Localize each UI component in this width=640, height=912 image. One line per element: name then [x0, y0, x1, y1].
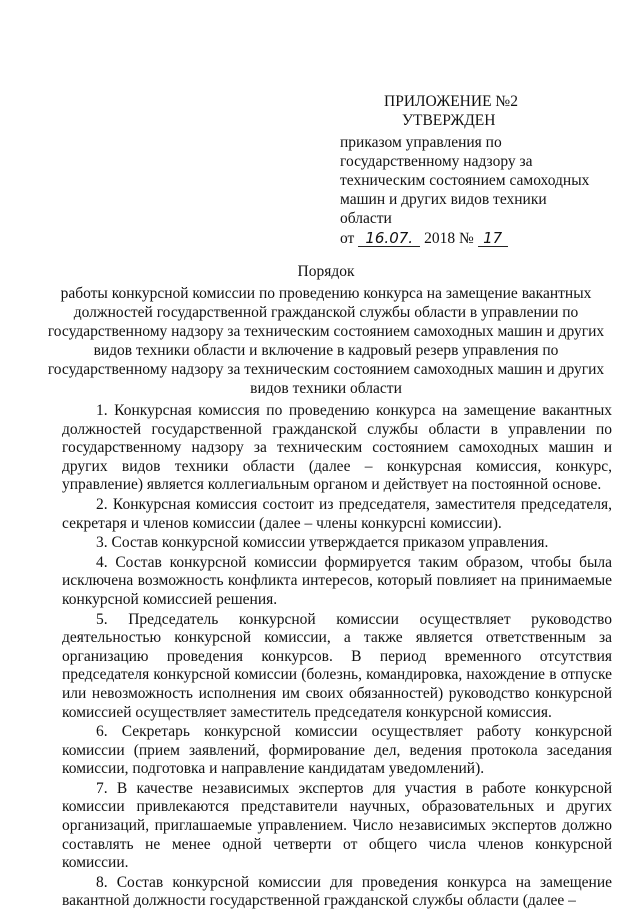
- approval-line: области: [340, 210, 392, 227]
- document-body: [62, 402, 612, 912]
- paragraph-4: 4. Состав конкурсной комиссии формируется таким образом, чтобы была исключена возможность конфликта интересов, который повлияет на принимаемые конкурсной комиссией решения.: [62, 553, 612, 608]
- approved-heading: УТВЕРЖДЕН: [402, 112, 496, 129]
- order-date-number: [340, 229, 600, 248]
- paragraph-2: 2. Конкурсная комиссия состоит из председателя, заместителя председателя, секретаря и членов комиссии (далее – члены конкурсні комиссии).: [62, 495, 612, 532]
- from-label: от: [340, 230, 355, 247]
- title-line: видов техники области и включение в кадровый резерв управления по: [93, 342, 559, 359]
- approval-line: приказом управления по: [340, 134, 502, 151]
- appendix-number: ПРИЛОЖЕНИЕ №2: [384, 93, 518, 110]
- paragraph-1: 1. Конкурсная комиссия по проведению конкурса на замещение вакантных должностей государственной гражданской службы области в управлении по государственному надзору за техническим состоянием самоходных машин и других видов техники области (далее – конкурсная комиссия, конкурс, управление) является коллегиальным органом и действует на постоянной основе.: [62, 402, 612, 494]
- handwritten-date: 16.07.: [358, 231, 420, 247]
- title-line: работы конкурсной комиссии по проведению конкурса на замещение вакантных: [60, 285, 592, 302]
- approval-stamp-block: [340, 92, 600, 248]
- approval-line: машин и других видов техники: [340, 191, 547, 208]
- document-title-block: [40, 262, 612, 398]
- number-label: №: [458, 230, 474, 247]
- approval-line: техническим состоянием самоходных: [340, 172, 590, 189]
- paragraph-5: 5. Председатель конкурсной комиссии осуществляет руководство деятельностью конкурсной комиссии, а также является ответственным за организацию проведения конкурсов. В период временного отсутствия председателя конкурсной комиссии (болезнь, командировка, нахождение в отпуске или невозможность исполнения им своих обязанностей) руководство конкурсной комиссией осуществляет заместитель председателя конкурсной комиссия.: [62, 610, 612, 721]
- order-year: 2018: [424, 230, 456, 247]
- title-line: государственному надзору за техническим состоянием самоходных машин и других: [47, 361, 605, 378]
- approval-line: государственному надзору за: [340, 153, 533, 170]
- document-title: Порядок: [297, 263, 355, 280]
- approval-order-text: [340, 133, 600, 248]
- title-line: видов техники области: [250, 380, 402, 397]
- paragraph-7: 7. В качестве независимых экспертов для участия в работе конкурсной комиссии привлекаются представители научных, образовательных и других организаций, приглашаемые управлением. Число независимых экспертов должно составлять не менее одной четверти от общего числа членов конкурсной комиссии.: [62, 779, 612, 872]
- title-line: должностей государственной гражданской службы области в управлении по: [73, 304, 579, 321]
- paragraph-8: 8. Состав конкурсной комиссии для проведения конкурса на замещение вакантной должности государственной гражданской службы области (далее –: [62, 873, 612, 910]
- title-line: государственному надзору за техническим состоянием самоходных машин и других: [47, 323, 605, 340]
- paragraph-6: 6. Секретарь конкурсной комиссии осуществляет работу конкурсной комиссии (прием заявлений, формирование дел, ведения протокола заседания комиссии, подготовка и направление кандидатам уведомлений).: [62, 723, 612, 778]
- paragraph-3: 3. Состав конкурсной комиссии утверждается приказом управления.: [96, 534, 549, 552]
- handwritten-order-number: 17: [478, 231, 508, 247]
